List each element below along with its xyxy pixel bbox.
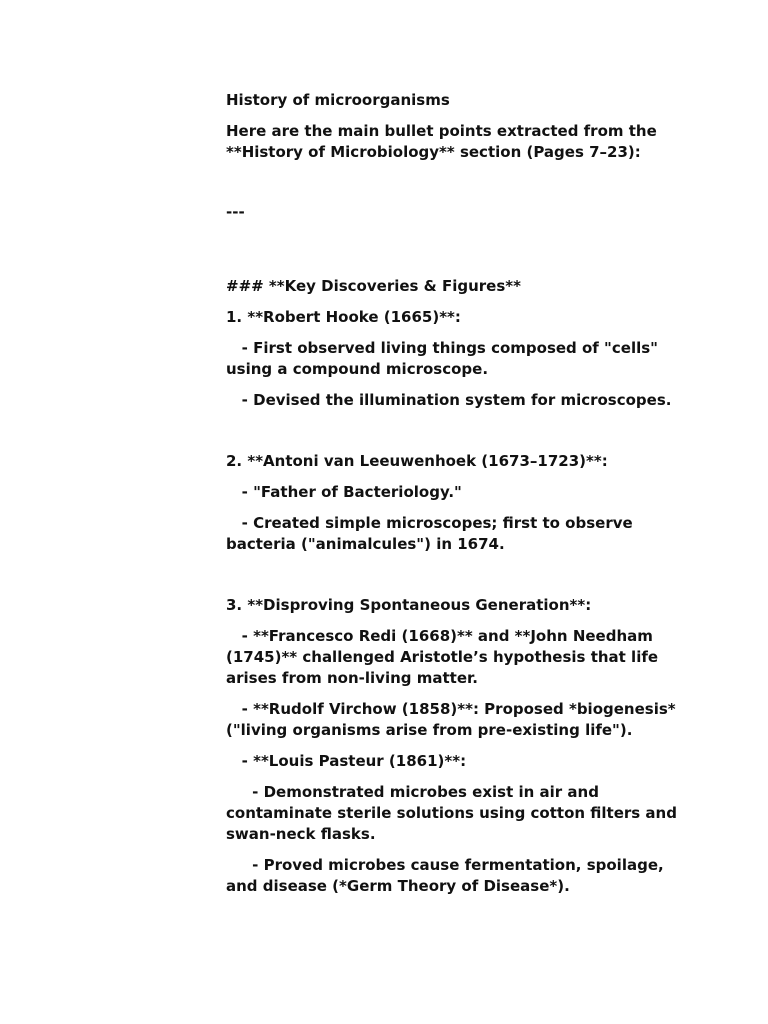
sub-item-hooke-cells: - First observed living things composed of "cells" using a compound microscope. bbox=[226, 339, 664, 378]
list-item-leeuwenhoek: 2. **Antoni van Leeuwenhoek (1673–1723)**: bbox=[226, 452, 608, 470]
sub-sub-item-pasteur-air: - Demonstrated microbes exist in air and contaminate sterile solutions using cotton filters and swan-neck flasks. bbox=[226, 783, 683, 843]
intro-paragraph: Here are the main bullet points extracted from the **History of Microbiology** section (Pages 7–23): bbox=[226, 122, 662, 161]
list-item-hooke: 1. **Robert Hooke (1665)**: bbox=[226, 308, 461, 326]
document-page bbox=[226, 90, 696, 907]
sub-item-pasteur: - **Louis Pasteur (1861)**: bbox=[226, 752, 467, 770]
sub-item-leeuwenhoek-father: - "Father of Bacteriology." bbox=[226, 483, 462, 501]
list-item-spontaneous-generation: 3. **Disproving Spontaneous Generation**: bbox=[226, 596, 592, 614]
sub-item-redi-needham: - **Francesco Redi (1668)** and **John Needham (1745)** challenged Aristotle’s hypothesis that life arises from non-living matter. bbox=[226, 627, 664, 687]
section-heading: ### **Key Discoveries & Figures** bbox=[226, 277, 521, 295]
sub-item-leeuwenhoek-microscopes: - Created simple microscopes; first to observe bacteria ("animalcules") in 1674. bbox=[226, 514, 638, 553]
sub-sub-item-pasteur-germ-theory: - Proved microbes cause fermentation, spoilage, and disease (*Germ Theory of Disease*). bbox=[226, 856, 669, 895]
document-title: History of microorganisms bbox=[226, 91, 450, 109]
sub-item-hooke-illumination: - Devised the illumination system for microscopes. bbox=[226, 391, 672, 409]
horizontal-rule-text: --- bbox=[226, 203, 245, 221]
sub-item-virchow: - **Rudolf Virchow (1858)**: Proposed *biogenesis* ("living organisms arise from pre-existing life"). bbox=[226, 700, 681, 739]
